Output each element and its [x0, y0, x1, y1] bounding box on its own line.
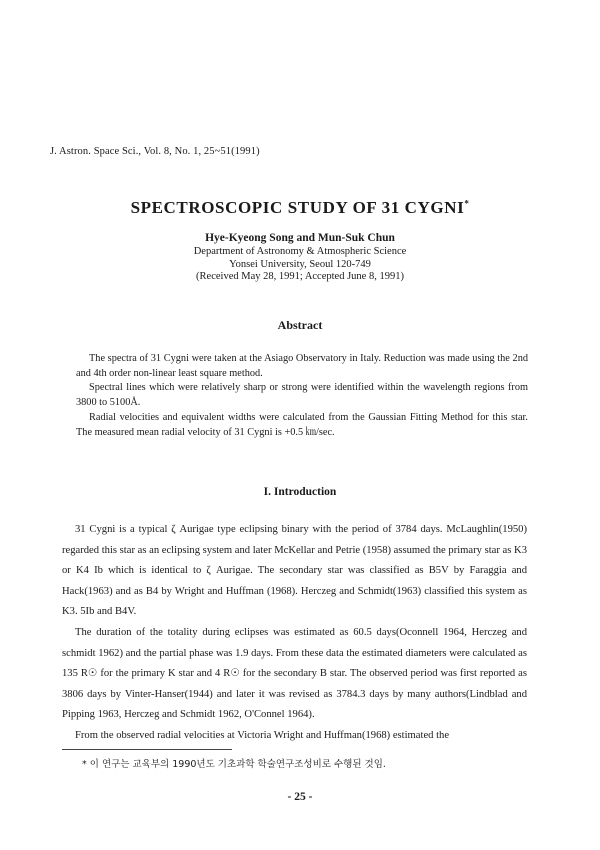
abstract-paragraph: Spectral lines which were relatively sharp or strong were identified within the wavelength regions from 3800 to 5100Å. — [76, 382, 528, 409]
title-text: SPECTROSCOPIC STUDY OF 31 CYGNI — [130, 198, 465, 217]
authors: Hye-Kyeong Song and Mun-Suk Chun — [205, 232, 395, 244]
page-number: - 25 - — [287, 791, 313, 803]
section-heading: I. Introduction — [263, 486, 337, 498]
abstract-heading: Abstract — [277, 318, 323, 332]
abstract-body — [76, 352, 528, 440]
abstract-paragraph: Radial velocities and equivalent widths were calculated from the Gaussian Fitting Method for this star. The measured mean radial velocity of 31 Cygni is +0.5 ㎞/sec. — [76, 411, 528, 438]
title-footnote-mark: * — [464, 198, 470, 209]
body-paragraph: 31 Cygni is a typical ζ Aurigae type eclipsing binary with the period of 3784 days. McLaughlin(1950) regarded this star as an eclipsing system and later McKellar and Petrie (1958) assumed the primary star as K3 or K4 Ib which is identical to ζ Aurigae. The secondary star was classified as B5V by Faraggia and Hack(1963) and as B4 by Wright and Huffman (1968). Herczeg and Schmidt(1963) classified this system as K3. 5Ib and B4V. — [62, 524, 527, 618]
affiliation-department: Department of Astronomy & Atmospheric Science — [193, 246, 407, 257]
footnote-divider — [62, 749, 232, 750]
abstract-paragraph: The spectra of 31 Cygni were taken at the Asiago Observatory in Italy. Reduction was made using the 2nd and 4th order non-linear least square method. — [76, 353, 528, 379]
footnote: * 이 연구는 교육부의 1990년도 기초과학 학술연구조성비로 수행된 것임. — [82, 759, 386, 770]
body-paragraph: The duration of the totality during eclipses was estimated as 60.5 days(Oconnell 1964, Herczeg and schmidt 1962) and the partial phase was 1.9 days. From these data the estimated diameters were calculated as 135 R☉ for the primary K star and 4 R☉ for the secondary B star. The observed period was first reported as 3806 days by Vinter-Hanser(1944) and later it was revised as 3784.3 days by many authors(Lindblad and Pipping 1963, Herczeg and Schmidt 1962, O'Connel 1964). — [62, 626, 527, 721]
introduction-body — [62, 520, 527, 747]
received-dates: (Received May 28, 1991; Accepted June 8, 1991) — [196, 271, 404, 282]
affiliation-block — [0, 246, 600, 284]
affiliation-university: Yonsei University, Seoul 120-749 — [229, 258, 371, 270]
journal-reference: J. Astron. Space Sci., Vol. 8, No. 1, 25~51(1991) — [50, 146, 260, 157]
paper-title — [0, 198, 600, 218]
body-paragraph: From the observed radial velocities at Victoria Wright and Huffman(1968) estimated the — [75, 729, 450, 741]
